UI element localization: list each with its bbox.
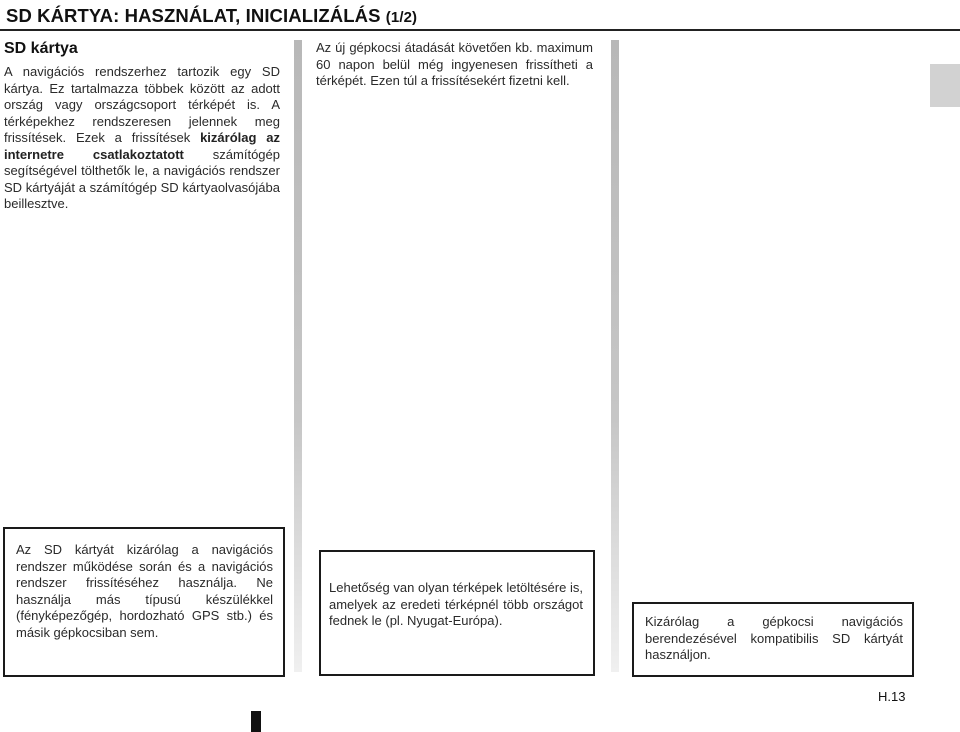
page-title [6, 5, 417, 29]
section-side-tab [930, 64, 960, 107]
intro-text-end: számítógép segítségével tölthetők le, a navigációs rendszer SD kártyáját a számítógép SD kártyaolvasójába beillesztve. [4, 146, 280, 211]
free-update-paragraph: Az új gépkocsi átadását követően kb. maximum 60 napon belül még ingyenesen frissítheti a térképét. Ezen túl a frissítésekért fizetni kell. [316, 40, 593, 88]
page-title-main: SD KÁRTYA: HASZNÁLAT, INICIALIZÁLÁS [6, 5, 381, 26]
note-text-sd-usage: Az SD kártyát kizárólag a navigációs rendszer működése során és a navigációs rendszer frissítéséhez használja. Ne használja más típusú készülékkel (fényképezőgép, hordozható GPS stb.) és másik gépkocsiban sem. [16, 542, 273, 640]
note-box-map-download [319, 550, 595, 676]
intro-paragraph [4, 64, 280, 213]
note-box-sd-usage [3, 527, 285, 677]
column-divider-left [294, 40, 302, 672]
note-text-map-download: Lehetőség van olyan térképek letöltésére is, amelyek az eredeti térképnél több országot fednek le (pl. Nyugat-Európa). [329, 580, 583, 628]
column-divider-right [611, 40, 619, 672]
page-title-suffix: (1/2) [385, 9, 418, 26]
section-heading: SD kártya [4, 40, 78, 57]
note-box-compatible-card [632, 602, 914, 677]
title-rule [0, 29, 960, 31]
intro-text-bold: kizárólag az internetre csatlakoztatott [4, 130, 280, 162]
intro-text-start: A navigációs rendszerhez tartozik egy SD kártya. Ez tartalmazza többek között az adott ország vagy országcsoport térképét is. A térképekhez rendszeresen jelennek meg frissítések. Ezek a frissítések [4, 64, 280, 145]
footer-marker [251, 711, 261, 732]
note-text-compatible-card: Kizárólag a gépkocsi navigációs berendezésével kompatibilis SD kártyát használjon. [645, 614, 903, 662]
page-number: H.13 [878, 689, 906, 704]
